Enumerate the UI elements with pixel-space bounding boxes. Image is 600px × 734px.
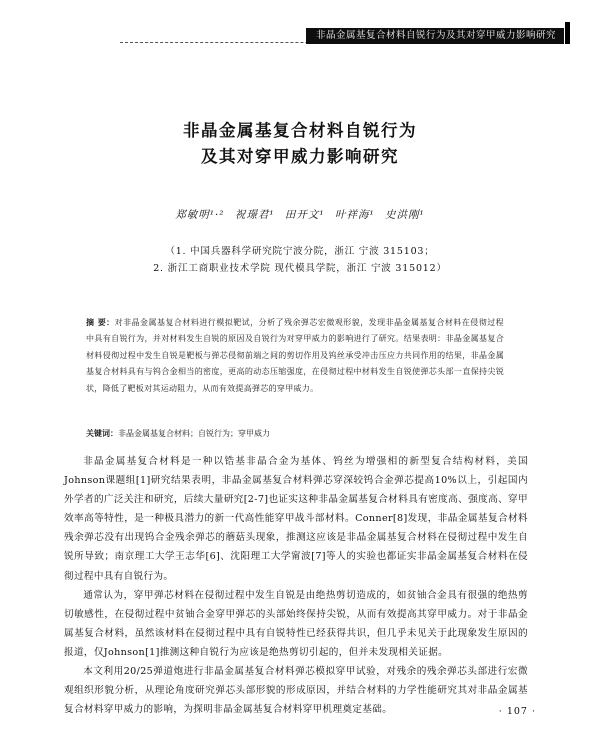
body-text [64,452,528,719]
abstract-text: 对非晶金属基复合材料进行模拟靶试，分析了残余弹芯宏微观形貌，发现非晶金属基复合材料在侵彻过程中具有自锐行为，并对材料发生自锐的原因及自锐行为对穿甲威力的影响进行了研究。结果表明：非晶金属基复合材料侵彻过程中发生自锐是靶板与弹芯侵彻前端之间的剪切作用及钨丝承受冲击压应力共同作用的结果，非晶金属基复合材料具有与钨合金相当的密度，更高的动态压缩强度，在侵彻过程中材料发生自锐使弹芯头部一直保持尖锐状，降低了靶板对其运动阻力，从而有效提高弹芯的穿甲威力。 [86,318,504,393]
affiliation-2: 2. 浙江工商职业技术学院 现代模具学院，浙江 宁波 315012） [153,263,447,274]
abstract [86,314,504,397]
affiliation-1: （1. 中国兵器科学研究院宁波分院，浙江 宁波 315103； [165,246,435,257]
paper-title [0,118,600,170]
body-paragraph-3: 本文利用20/25弹道炮进行非晶金属基复合材料弹芯模拟穿甲试验，对残余的残余弹芯头部进行宏微观组织形貌分析，从理论角度研究弹芯头部形貌的形成原因，并结合材料的力学性能研究其对非晶金属基复合材料穿甲威力的影响，为探明非晶金属基复合材料穿甲机理奠定基础。 [64,666,528,716]
title-line-2: 及其对穿甲威力影响研究 [201,147,399,166]
affiliations [0,243,600,277]
keywords-label: 关键词： [86,428,118,438]
body-paragraph-1: 非晶金属基复合材料是一种以锆基非晶合金为基体、钨丝为增强相的新型复合结构材料，美国Johnson课题组[1]研究结果表明，非晶金属基复合材料弹芯穿深较钨合金弹芯提高10%以上，引起国内外学者的广泛关注和研究，后续大量研究[2-7]也证实这种非晶金属基复合材料具有密度高、强度高、穿甲效率高等特性，是一种极具潜力的新一代高性能穿甲战斗部材料。Conner[8]发现，非晶金属基复合材料残余弹芯没有出现钨合金残余弹芯的蘑菇头现象，推测这应该是非晶金属基复合材料在侵彻过程中发生自锐所导致；南京理工大学王志华[6]、沈阳理工大学甯波[7]等人的实验也都证实非晶金属基复合材料在侵彻过程中具有自锐行为。 [64,456,528,582]
running-title: 非晶金属基复合材料自锐行为及其对穿甲威力影响研究 [306,28,564,44]
keywords [86,428,270,439]
title-line-1: 非晶金属基复合材料自锐行为 [183,121,417,140]
author-list: 郑敏明¹·² 祝璟君¹ 田开文¹ 叶祥海¹ 史洪刚¹ [175,209,425,221]
page-number: · 107 · [498,706,536,717]
keywords-text: 非晶金属基复合材料；自锐行为；穿甲威力 [118,429,270,438]
abstract-label: 摘 要： [86,317,115,327]
running-header [120,28,564,44]
header-edge-mark [565,22,570,44]
body-paragraph-2: 通常认为，穿甲弹芯材料在侵彻过程中发生自锐是由绝热剪切造成的，如贫铀合金具有很强的绝热剪切敏感性，在侵彻过程中贫铀合金穿甲弹芯的头部始终保持尖锐，从而有效提高其穿甲威力。对于非晶金属基复合材料，虽然该材料在侵彻过程中具有自锐特性已经获得共识，但几乎未见关于此现象发生原因的报道，仅Johnson[1]推测这种自锐行为应该是绝热剪切引起的，但并未发现相关证据。 [64,589,528,658]
